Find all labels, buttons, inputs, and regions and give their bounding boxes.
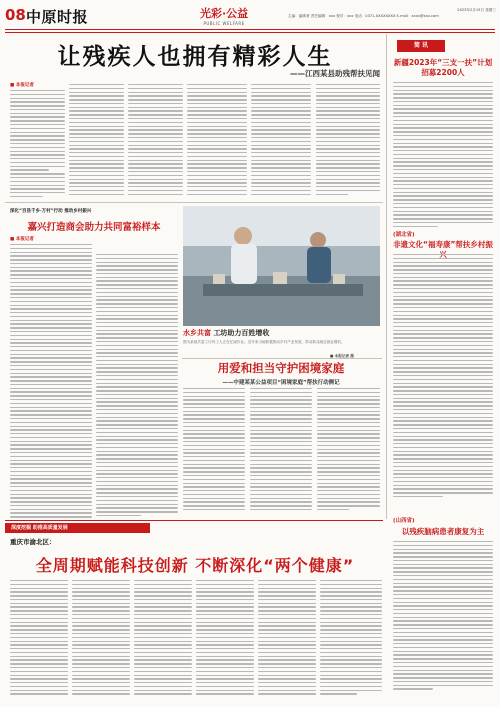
section-name: 光彩·公益 xyxy=(200,7,249,20)
photo-caption-text: 图为某地共富工坊内工人正在忙碌作业。近年来当地积极推动乡村产业发展，带动群众就近就业增收。 xyxy=(183,340,345,344)
sidebar-story-3-headline: 以残疾脑病患者康复为主 xyxy=(401,527,485,536)
sub-story-kicker: 深化“百县千乡·万村”行动 推动乡村振兴 xyxy=(10,209,92,214)
mid-story-column-2 xyxy=(250,388,312,513)
mid-story-headline: 用爱和担当守护困境家庭 xyxy=(217,361,345,375)
lead-subhead: ——江西某县助残帮扶见闻 xyxy=(290,69,380,78)
mid-story-subhead: ——中建某某公益项目“困境家庭”帮扶行动侧记 xyxy=(222,380,340,386)
sidebar-story-1-headline: 新疆2023年“三支一扶”计划招募2200人 xyxy=(393,58,493,77)
lead-column-3 xyxy=(128,84,183,197)
editor-line: 主编：编辑者 责任编辑：xxx 校对：xxx 电话：0371-XXXXXXXX E-mail：xxxx@xxx.com xyxy=(288,14,439,18)
photo-illustration xyxy=(183,206,380,326)
sub-story-column-2 xyxy=(96,254,178,519)
masthead xyxy=(0,0,500,30)
masthead-rule-thin xyxy=(5,32,495,33)
sidebar-story-3-body xyxy=(393,541,493,692)
sub-story-column-1 xyxy=(10,244,92,524)
issue-date: 2023年2月15日 星期三 xyxy=(457,8,496,12)
lead-headline: 让残疾人也拥有精彩人生 xyxy=(57,44,333,70)
sidebar-story-1-body xyxy=(393,82,493,229)
sidebar-story-2-body xyxy=(393,254,493,500)
bottom-column-4 xyxy=(196,580,254,697)
masthead-rule xyxy=(5,29,495,30)
mid-story-column-3 xyxy=(317,388,380,513)
bottom-headline: 全周期赋能科技创新 不断深化“两个健康” xyxy=(35,556,355,575)
lead-column-5 xyxy=(251,84,311,197)
bottom-column-1 xyxy=(10,580,68,697)
bottom-band-label: 深度挖掘 助推高质量发展 xyxy=(5,523,150,533)
page-number: 08 xyxy=(5,6,26,24)
photo-credit: ■ 本报记者 摄 xyxy=(330,354,354,358)
sidebar-label: 简 讯 xyxy=(397,40,445,52)
sidebar-story-3-tag: (山西省) xyxy=(393,518,415,524)
lead-column-2 xyxy=(69,84,124,197)
bottom-kicker: 重庆市渝北区： xyxy=(10,538,56,546)
divider xyxy=(386,34,387,519)
paper-name: 中原时报 xyxy=(26,8,89,26)
lead-byline: ■ 本报记者 xyxy=(10,83,34,88)
photo-caption-title xyxy=(183,328,269,338)
divider xyxy=(182,358,382,359)
photo-factory xyxy=(183,206,380,326)
photo-caption-title-b: 工坊助力百姓增收 xyxy=(213,329,270,337)
sidebar-story-2-tag: (湖北省) xyxy=(393,232,415,238)
bottom-column-5 xyxy=(258,580,316,697)
lead-column-6 xyxy=(316,84,380,197)
section-english: PUBLIC WELFARE xyxy=(203,21,245,26)
lead-column-4 xyxy=(187,84,247,197)
bottom-column-2 xyxy=(72,580,130,697)
sub-story-byline: ■ 本报记者 xyxy=(10,237,34,242)
divider xyxy=(5,202,383,203)
divider xyxy=(5,520,383,521)
bottom-column-6 xyxy=(320,580,382,697)
photo-caption-title-a: 水乡共富 xyxy=(183,329,211,337)
sidebar-story-2-headline: 非遗文化“福寿康”帮扶乡村振 xyxy=(393,240,493,249)
sub-story-headline: 嘉兴打造商会助力共同富裕样本 xyxy=(27,222,161,233)
mid-story-column-1 xyxy=(183,388,245,513)
bottom-column-3 xyxy=(134,580,192,697)
section-title xyxy=(200,5,248,26)
lead-column-1 xyxy=(10,90,65,200)
